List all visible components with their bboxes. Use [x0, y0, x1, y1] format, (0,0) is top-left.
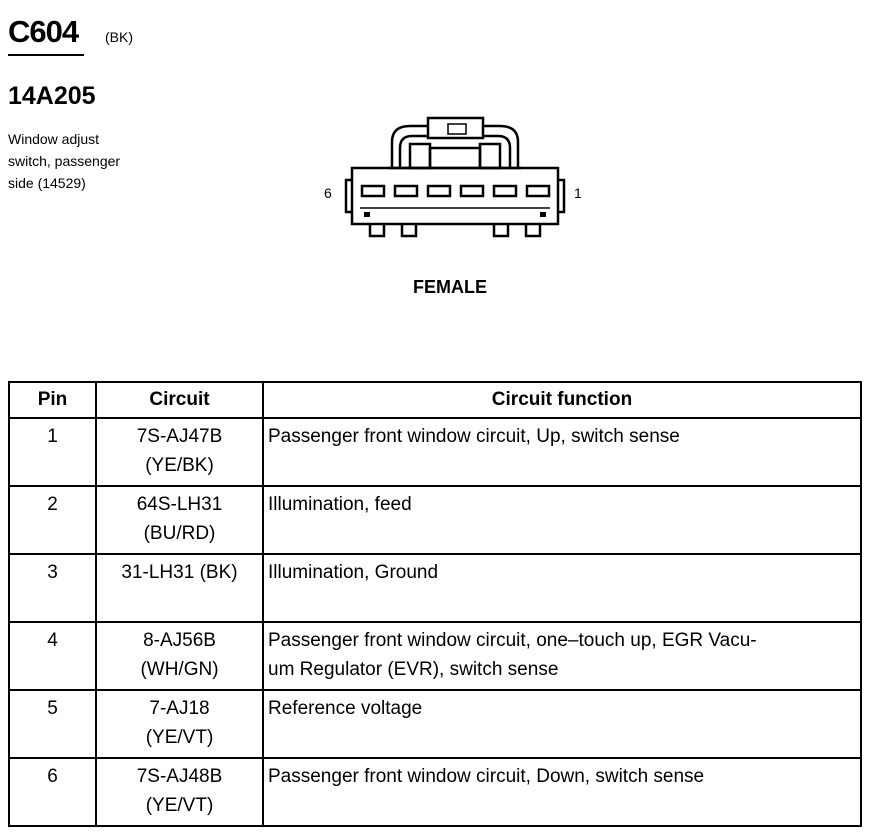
corner-mark-left — [364, 212, 370, 217]
pin-cavity-2 — [494, 186, 516, 196]
circuit-color: (BU/RD) — [143, 523, 216, 544]
header-pin: Pin — [9, 382, 96, 418]
pin-6-label: 6 — [324, 185, 332, 201]
hood-box-left — [410, 144, 430, 168]
connector-description — [8, 128, 158, 194]
circuit-id: 8-AJ56B — [143, 630, 216, 651]
circuit-cell — [96, 622, 263, 690]
circuit-cell — [96, 554, 263, 622]
table-row — [9, 554, 861, 622]
function-cell — [263, 486, 861, 554]
table-header-row — [9, 382, 861, 418]
pin-cell: 6 — [9, 758, 96, 826]
circuit-cell — [96, 758, 263, 826]
function-text: Illumination, Ground — [268, 562, 439, 583]
pin-cell: 4 — [9, 622, 96, 690]
connector-color: (BK) — [105, 29, 133, 45]
function-cell — [263, 554, 861, 622]
pin-cavity-6 — [362, 186, 384, 196]
table-row — [9, 418, 861, 486]
header-circuit-function: Circuit function — [263, 382, 861, 418]
circuit-cell — [96, 690, 263, 758]
pinout-table — [8, 381, 862, 827]
pin-cell: 2 — [9, 486, 96, 554]
connector-id: C604 — [8, 14, 79, 49]
pin-cell: 5 — [9, 690, 96, 758]
pin-1-label: 1 — [574, 185, 582, 201]
circuit-cell — [96, 418, 263, 486]
corner-mark-right — [540, 212, 546, 217]
function-cell — [263, 758, 861, 826]
hood-box-right — [480, 144, 500, 168]
function-text: Passenger front window circuit, Up, switch sense — [268, 426, 680, 447]
part-number: 14A205 — [8, 82, 96, 110]
function-text: Passenger front window circuit, one–touch up, EGR Vacu- — [268, 630, 757, 651]
connector-gender-label: FEMALE — [413, 277, 487, 297]
hood-center — [430, 148, 480, 168]
table-row — [9, 690, 861, 758]
circuit-id: 7S-AJ47B — [136, 426, 223, 447]
pin-cavity-5 — [395, 186, 417, 196]
connector-face-drawing — [340, 110, 570, 245]
function-text: Passenger front window circuit, Down, switch sense — [268, 766, 705, 787]
pin-cell: 3 — [9, 554, 96, 622]
pin-cavity-4 — [428, 186, 450, 196]
table-row — [9, 622, 861, 690]
function-text: um Regulator (EVR), switch sense — [268, 659, 559, 680]
connector-id-underline — [8, 54, 84, 56]
circuit-color: (WH/GN) — [140, 659, 219, 680]
pin-cell: 1 — [9, 418, 96, 486]
pin-cavity-1 — [527, 186, 549, 196]
circuit-color: (YE/VT) — [145, 727, 214, 748]
latch-tab — [428, 118, 483, 138]
function-cell — [263, 418, 861, 486]
connector-feet — [370, 224, 540, 236]
table-row — [9, 486, 861, 554]
circuit-color: (YE/BK) — [145, 455, 214, 476]
function-text: Illumination, feed — [268, 494, 412, 515]
latch-inner — [448, 124, 466, 134]
circuit-id: 31-LH31 (BK) — [121, 562, 238, 583]
function-cell — [263, 622, 861, 690]
pin-cavity-3 — [461, 186, 483, 196]
description-line: Window adjust — [8, 131, 100, 147]
description-line: side (14529) — [8, 175, 86, 191]
circuit-id: 64S-LH31 — [136, 494, 223, 515]
table-row — [9, 758, 861, 826]
circuit-id: 7S-AJ48B — [136, 766, 223, 787]
function-cell — [263, 690, 861, 758]
circuit-color: (YE/VT) — [145, 795, 214, 816]
circuit-cell — [96, 486, 263, 554]
function-text: Reference voltage — [268, 698, 423, 719]
circuit-id: 7-AJ18 — [149, 698, 210, 719]
header-circuit: Circuit — [96, 382, 263, 418]
description-line: switch, passenger — [8, 153, 121, 169]
